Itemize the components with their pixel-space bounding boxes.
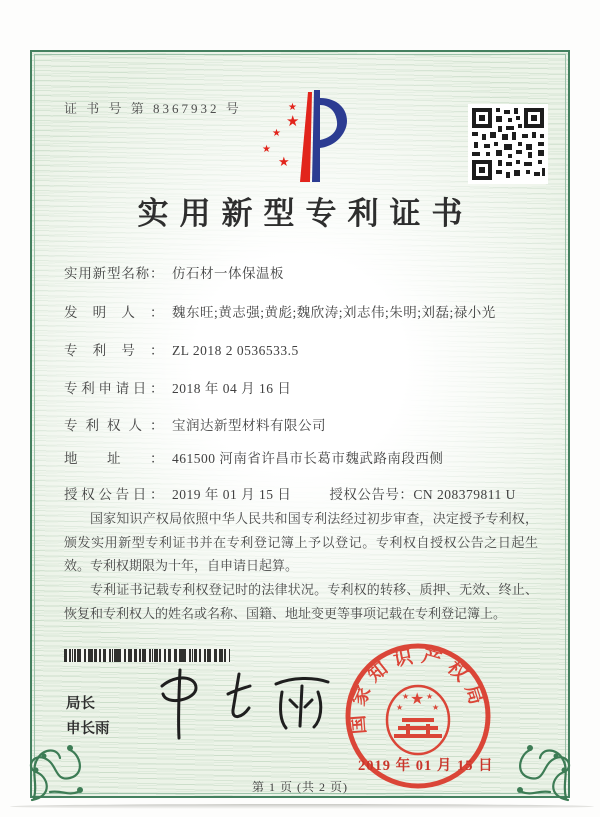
barcode-icon bbox=[64, 649, 230, 662]
svg-text:★: ★ bbox=[272, 128, 281, 139]
field-row-name bbox=[64, 262, 542, 282]
field-row-filing-date bbox=[64, 377, 542, 397]
svg-text:★: ★ bbox=[432, 703, 440, 712]
corner-flourish-icon bbox=[490, 718, 576, 804]
cnipa-logo-icon bbox=[244, 84, 354, 186]
certificate-number: 证 书 号 第 8367932 号 bbox=[64, 101, 242, 116]
field-value: 2018 年 04 月 16 日 bbox=[172, 381, 292, 396]
field-value: 魏东旺;黄志强;黄彪;魏欣涛;刘志伟;朱明;刘磊;禄小光 bbox=[172, 305, 496, 320]
qr-code-icon bbox=[468, 104, 548, 184]
field-row-grant bbox=[64, 483, 542, 503]
svg-text:★: ★ bbox=[402, 692, 410, 701]
patent-certificate bbox=[30, 50, 570, 798]
field-label: 专利权人： bbox=[64, 418, 164, 433]
field-row-address bbox=[64, 447, 542, 467]
legal-paragraph: 专利证书记载专利权登记时的法律状况。专利权的转移、质押、无效、终止、恢复和专利权人的姓名或名称、国籍、地址变更等事项记载在专利登记簿上。 bbox=[64, 581, 538, 621]
director-position: 局长 bbox=[66, 696, 95, 712]
svg-text:★: ★ bbox=[410, 689, 425, 708]
seal-text: 国家知识产权局 bbox=[347, 645, 489, 735]
page-number: 第 1 页 (共 2 页) bbox=[252, 780, 348, 794]
seal-date: 2019 年 01 月 15 日 bbox=[358, 758, 494, 774]
field-label: 授权公告日： bbox=[64, 487, 164, 502]
field-row-patent-number bbox=[64, 339, 542, 359]
certificate-title: 实用新型专利证书 bbox=[137, 196, 474, 231]
field-value: 2019 年 01 月 15 日 bbox=[172, 487, 292, 502]
field-label: 实用新型名称： bbox=[64, 266, 164, 281]
field-label: 专利申请日： bbox=[64, 381, 164, 396]
grant-date bbox=[64, 483, 291, 503]
svg-text:★: ★ bbox=[286, 112, 300, 130]
field-value: 宝润达新型材料有限公司 bbox=[172, 418, 326, 433]
field-row-inventors bbox=[64, 301, 542, 321]
field-value: ZL 2018 2 0536533.5 bbox=[172, 343, 299, 358]
svg-text:★: ★ bbox=[278, 155, 290, 170]
svg-text:★: ★ bbox=[288, 102, 297, 113]
handwritten-signature-icon bbox=[142, 664, 352, 744]
legal-paragraph: 国家知识产权局依照中华人民共和国专利法经过初步审查，决定授予专利权，颁发实用新型专利证书并在专利登记簿上予以登记。专利权自授权公告之日起生效。专利权期限为十年，自申请日起算。 bbox=[64, 511, 538, 574]
field-row-patentee bbox=[64, 414, 542, 434]
legal-text bbox=[64, 507, 538, 625]
field-label: 专利号： bbox=[64, 343, 164, 358]
paper-shadow bbox=[10, 804, 594, 809]
corner-flourish-icon bbox=[24, 718, 110, 804]
field-label: 发明人： bbox=[64, 305, 164, 320]
field-label: 地址： bbox=[64, 451, 164, 466]
director-name: 申长雨 bbox=[66, 721, 110, 738]
svg-text:★: ★ bbox=[396, 703, 404, 712]
svg-text:★: ★ bbox=[426, 692, 434, 701]
field-label: 授权公告号： bbox=[329, 487, 414, 502]
field-value: CN 208379811 U bbox=[413, 487, 516, 502]
grant-number bbox=[329, 483, 516, 503]
svg-text:★: ★ bbox=[262, 144, 271, 155]
field-value: 仿石材一体保温板 bbox=[172, 266, 284, 281]
field-value: 461500 河南省许昌市长葛市魏武路南段西侧 bbox=[172, 451, 444, 466]
